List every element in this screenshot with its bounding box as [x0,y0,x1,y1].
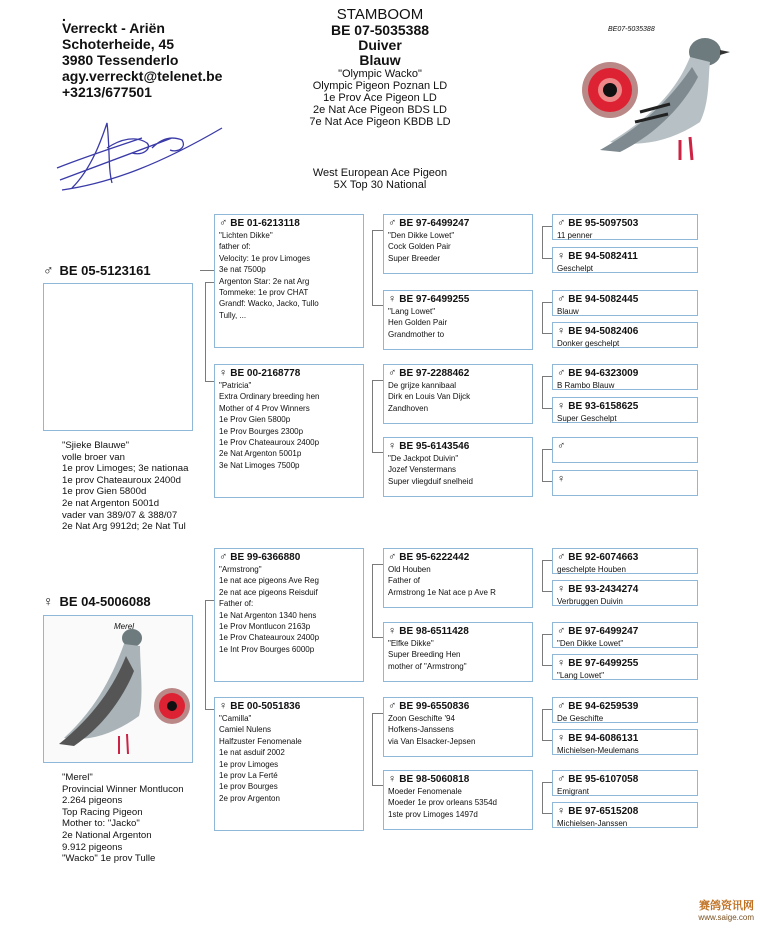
pedigree-line: "Elfke Dikke" [388,639,434,648]
male-icon: ♂ [388,551,397,563]
sire-desc-line: volle broer van [62,451,125,463]
ring-number [219,551,359,564]
pedigree-line: Halfzuster Fenomenale [219,736,302,746]
connector [542,634,552,666]
gen4-box [552,290,698,316]
dam-desc-line: Provincial Winner Montlucon [62,783,184,795]
male-icon: ♂ [219,217,228,229]
pedigree-line: Michielsen-Meulemans [557,746,639,755]
ring-text: BE 97-2288462 [399,368,470,379]
ring-number [557,250,693,263]
owner-phone: +3213/677501 [62,84,152,100]
pedigree-line: "Den Dikke Lowet" [557,639,624,648]
main-title-2: 1e Prov Ace Pigeon LD [323,92,437,104]
female-icon: ♀ [219,367,228,379]
owner-email[interactable]: agy.verreckt@telenet.be [62,68,223,84]
pedigree-line: 1e Prov Gien 5800p [219,415,291,425]
watermark-cn: 赛鸽资讯网 [699,900,754,912]
sire-photo-placeholder [43,283,193,431]
pedigree-line: Cock Golden Pair [388,242,451,252]
pedigree-line: Armstrong 1e Nat ace p Ave R [388,587,496,597]
pedigree-line: Zoon Geschifte '94 [388,714,455,723]
main-nickname: "Olympic Wacko" [338,68,422,80]
ring-number [557,625,693,638]
female-icon: ♀ [388,293,397,305]
sire-desc-line: "Sjieke Blauwe" [62,440,130,451]
signature-image [52,108,232,198]
male-icon: ♂ [388,700,397,712]
ring-text: BE 99-6366880 [230,552,301,563]
pedigree-line: Super vliegduif snelheid [388,476,473,486]
dam-desc-line: 2.264 pigeons [62,795,123,807]
pedigree-line: via Van Elsacker-Jepsen [388,736,476,746]
gen4-box [552,802,698,828]
male-icon: ♂ [557,217,566,229]
ring-number [388,773,528,786]
male-icon: ♂ [557,773,566,785]
female-icon: ♀ [388,440,397,452]
gen3-box [383,364,533,424]
connector [372,564,383,638]
main-pigeon-photo [580,22,730,172]
ring-text: BE 98-5060818 [399,774,470,785]
gen4-box [552,322,698,348]
subtitle-line-2: 5X Top 30 National [333,179,427,191]
connector [542,560,552,592]
pedigree-line: De Geschifte [557,714,604,723]
pedigree-line: 1e Prov Montlucon 2163p [219,622,311,632]
female-icon: ♀ [557,250,566,262]
ring-number [557,400,693,413]
pedigree-line: "Lang Lowet" [557,671,605,680]
sire-section [43,262,151,278]
pedigree-line: Moeder 1e prov orleans 5354d [388,798,497,808]
dam-description [62,772,184,865]
ring-text: BE 94-5082406 [568,326,639,337]
female-icon: ♀ [557,400,566,412]
pedigree-line: Jozef Venstermans [388,465,457,475]
ring-number [388,625,528,638]
main-sex: Duiver [358,37,402,53]
pedigree-line: Super Breeder [388,253,441,263]
ring-text: BE 94-5082411 [568,251,638,262]
female-icon: ♀ [388,773,397,785]
pedigree-line: geschelpte Houben [557,565,626,574]
gen2-box [214,697,364,831]
eye-icon [580,60,640,120]
pedigree-line: Moeder Fenomenale [388,787,462,796]
ring-text: BE 94-6086131 [568,733,639,744]
dam-desc-line: "Wacko" 1e prov Tulle [62,853,156,865]
sire-description [62,440,188,533]
owner-block [62,8,223,100]
ring-text: BE 99-6550836 [399,701,470,712]
pedigree-line: 1e Prov Chateauroux 2400p [219,438,320,448]
pedigree-line: 3e Nat Limoges 7500p [219,460,300,470]
sire-ring-text: BE 05-5123161 [59,263,151,278]
connector [372,380,383,453]
gen4-box [552,654,698,680]
dam-ring-text: BE 04-5006088 [59,594,151,609]
gen4-box [552,364,698,390]
pedigree-line: Verbruggen Duivin [557,597,623,606]
ring-text: BE 97-6499255 [568,658,639,669]
pedigree-line: Geschelpt [557,264,594,273]
dam-ring [43,593,151,609]
male-icon: ♂ [43,262,54,278]
female-icon: ♀ [557,473,566,485]
pedigree-line: Super Geschelpt [557,414,617,423]
dam-pigeon-icon [44,616,194,764]
gen3-box [383,548,533,608]
pedigree-line: Michielsen-Janssen [557,819,628,828]
owner-street: Schoterheide, 45 [62,36,175,52]
main-color: Blauw [359,52,401,68]
main-ring: BE 07-5035388 [330,22,430,38]
pedigree-line: 1ste prov Limoges 1497d [388,809,478,819]
ring-number [388,293,528,306]
pedigree-line: "Patricia" [219,381,252,390]
ring-text: BE 00-2168778 [230,368,301,379]
pedigree-line: 1e Nat Argenton 1340 hens [219,610,317,620]
male-icon: ♂ [388,217,397,229]
sire-desc-line: 1e prov Gien 5800d [62,486,147,498]
gen4-box [552,697,698,723]
pedigree-line: "Armstrong" [219,565,262,574]
ring-number [557,583,693,596]
sire-desc-line: 2e nat Argenton 5001d [62,497,160,509]
pedigree-line: Extra Ordinary breeding hen [219,392,320,402]
ring-number [219,700,359,713]
female-icon: ♀ [557,657,566,669]
dam-desc-line: "Merel" [62,772,93,783]
ring-text: BE 98-6511428 [399,626,469,637]
gen3-box [383,437,533,497]
pedigree-line: Zandhoven [388,403,429,413]
connector [542,226,552,259]
pedigree-line: Tommeke: 1e prov CHAT [219,288,309,298]
ring-text: BE 97-6499255 [399,294,470,305]
pedigree-line: "Den Dikke Lowet" [388,231,455,240]
pedigree-line: Hen Golden Pair [388,318,448,328]
ring-number [388,367,528,380]
pedigree-line: 1e prov La Ferté [219,771,278,781]
ring-number [557,293,693,306]
sire-desc-line: 1e prov Limoges; 3e nationaa [62,463,189,475]
gen3-box [383,770,533,830]
ring-number [388,700,528,713]
pedigree-line: Tully, ... [219,310,247,320]
main-title-1: Olympic Pigeon Poznan LD [312,80,448,92]
connector [200,270,214,271]
male-icon: ♂ [388,367,397,379]
ring-text: BE 94-6323009 [568,368,639,379]
pedigree-line: Father of [388,576,421,586]
pedigree-line: Grandmother to [388,329,445,339]
pedigree-line: 3e nat 7500p [219,265,266,275]
dam-photo-card [43,615,193,763]
gen2-box [214,548,364,682]
ring-number [557,367,693,380]
pedigree-line: 2e nat ace pigeons Reisduif [219,587,318,597]
pedigree-line: Blauw [557,307,579,316]
ring-number [557,440,693,453]
ring-text: BE 95-6222442 [399,552,470,563]
ring-number [557,657,693,670]
sire-ring [43,262,151,278]
ring-number [557,325,693,338]
pedigree-line: 1e Prov Chateauroux 2400p [219,633,320,643]
ring-text: BE 93-6158625 [568,401,639,412]
dam-desc-line: 9.912 pigeons [62,841,123,853]
ring-number [557,732,693,745]
ring-text: BE 94-5082445 [568,294,639,305]
pedigree-line: 2e Nat Argenton 5001p [219,449,302,459]
main-title-3: 2e Nat Ace Pigeon BDS LD [313,104,447,116]
gen4-box [552,470,698,496]
ring-text: BE 97-6499247 [568,626,639,637]
pedigree-line: Emigrant [557,787,590,796]
female-icon: ♀ [43,593,54,609]
dam-desc-line: 2e National Argenton [62,829,152,841]
connector [372,713,383,786]
pedigree-line: Grandf: Wacko, Jacko, Tullo [219,299,319,309]
gen4-box [552,437,698,463]
ring-number [557,551,693,564]
watermark [698,900,754,924]
gen3-box [383,214,533,274]
male-icon: ♂ [557,293,566,305]
ring-number [557,473,693,486]
female-icon: ♀ [557,805,566,817]
photo-ring-label: BE07-5035388 [608,26,655,33]
female-icon: ♀ [219,700,228,712]
gen3-box [383,697,533,757]
male-icon: ♂ [557,367,566,379]
ring-text: BE 92-6074663 [568,552,639,563]
pedigree-line: "Camilla" [219,714,252,723]
ring-text: BE 95-5097503 [568,218,639,229]
ring-number [219,367,359,380]
dam-section [43,593,151,609]
ring-text: BE 00-5051836 [230,701,301,712]
pedigree-line: 1e nat ace pigeons Ave Reg [219,576,319,586]
gen4-box [552,548,698,574]
watermark-url: www.saige.com [698,913,754,922]
owner-name: Verreckt - Ariën [62,20,165,36]
pedigree-line: Super Breeding Hen [388,650,461,660]
pedigree-line: 11 penner [557,231,593,240]
gen4-box [552,214,698,240]
pedigree-line: Donker geschelpt [557,339,620,348]
pedigree-subtitle [270,167,490,191]
ring-number [388,217,528,230]
ring-number [557,773,693,786]
pedigree-line: 1e Prov Bourges 2300p [219,426,304,436]
dam-desc-line: Mother to: "Jacko" [62,818,140,830]
gen2-box [214,364,364,498]
pedigree-line: 2e prov Argenton [219,793,280,803]
sire-desc-line: 1e prov Chateauroux 2400d [62,474,181,486]
ring-text: BE 93-2434274 [568,584,639,595]
sire-desc-line: 2e Nat Arg 9912d; 2e Nat Tul [62,521,186,533]
pedigree-line: "Lang Lowet" [388,307,436,316]
female-icon: ♀ [557,325,566,337]
pedigree-line: mother of "Armstrong" [388,661,467,671]
gen4-box [552,770,698,796]
pedigree-line: Old Houben [388,565,431,574]
pedigree-line: Argenton Star: 2e nat Arg [219,276,310,286]
pedigree-line: 1e nat asduif 2002 [219,748,285,758]
dam-card-name: Merel [114,622,135,631]
male-icon: ♂ [557,440,566,452]
ring-number [388,440,528,453]
ring-text: BE 94-6259539 [568,701,639,712]
connector [372,230,383,306]
pedigree-line: 1e Int Prov Bourges 6000p [219,644,315,654]
ring-number [557,700,693,713]
gen4-box [552,247,698,273]
gen4-box [552,580,698,606]
connector [542,782,552,814]
male-icon: ♂ [557,551,566,563]
ring-text: BE 97-6499247 [399,218,470,229]
female-icon: ♀ [388,625,397,637]
owner-dot: . [62,8,66,24]
pedigree-line: Father of: [219,599,254,609]
pedigree-line: 1e prov Limoges [219,759,279,769]
male-icon: ♂ [557,700,566,712]
ring-number [557,217,693,230]
dam-desc-line: Top Racing Pigeon [62,806,143,818]
ring-text: BE 97-6515208 [568,806,639,817]
gen4-box [552,622,698,648]
pedigree-line: Camiel Nulens [219,725,272,735]
ring-number [219,217,359,230]
sire-desc-line: vader van 389/07 & 388/07 [62,509,178,521]
pedigree-line: B Rambo Blauw [557,381,615,390]
connector [542,376,552,409]
connector [542,709,552,741]
female-icon: ♀ [557,583,566,595]
gen3-box [383,290,533,350]
pedigree-line: Dirk en Louis Van Dijck [388,392,471,402]
ring-number [557,805,693,818]
pedigree-line: father of: [219,242,251,252]
pedigree-header [270,6,490,128]
gen4-box [552,729,698,755]
gen4-box [552,397,698,423]
ring-text: BE 95-6143546 [399,441,470,452]
male-icon: ♂ [219,551,228,563]
main-title-4: 7e Nat Ace Pigeon KBDB LD [309,116,451,128]
pedigree-line: De grijze kannibaal [388,381,457,390]
pedigree-line: Hofkens-Janssens [388,725,454,735]
female-icon: ♀ [557,732,566,744]
male-icon: ♂ [557,625,566,637]
pedigree-title: STAMBOOM [336,6,424,23]
ring-text: BE 01-6213118 [230,218,300,229]
subtitle-line-1: West European Ace Pigeon [312,167,448,179]
pedigree-line: Velocity: 1e prov Limoges [219,253,311,263]
pedigree-line: "De Jackpot Duivin" [388,454,459,463]
gen3-box [383,622,533,682]
connector [542,302,552,334]
ring-number [388,551,528,564]
pedigree-line: 1e prov Bourges [219,782,278,792]
pedigree-line: Mother of 4 Prov Winners [219,403,310,413]
connector [542,449,552,482]
ring-text: BE 95-6107058 [568,774,639,785]
pedigree-line: "Lichten Dikke" [219,231,273,240]
owner-city: 3980 Tessenderlo [62,52,179,68]
gen2-box [214,214,364,348]
